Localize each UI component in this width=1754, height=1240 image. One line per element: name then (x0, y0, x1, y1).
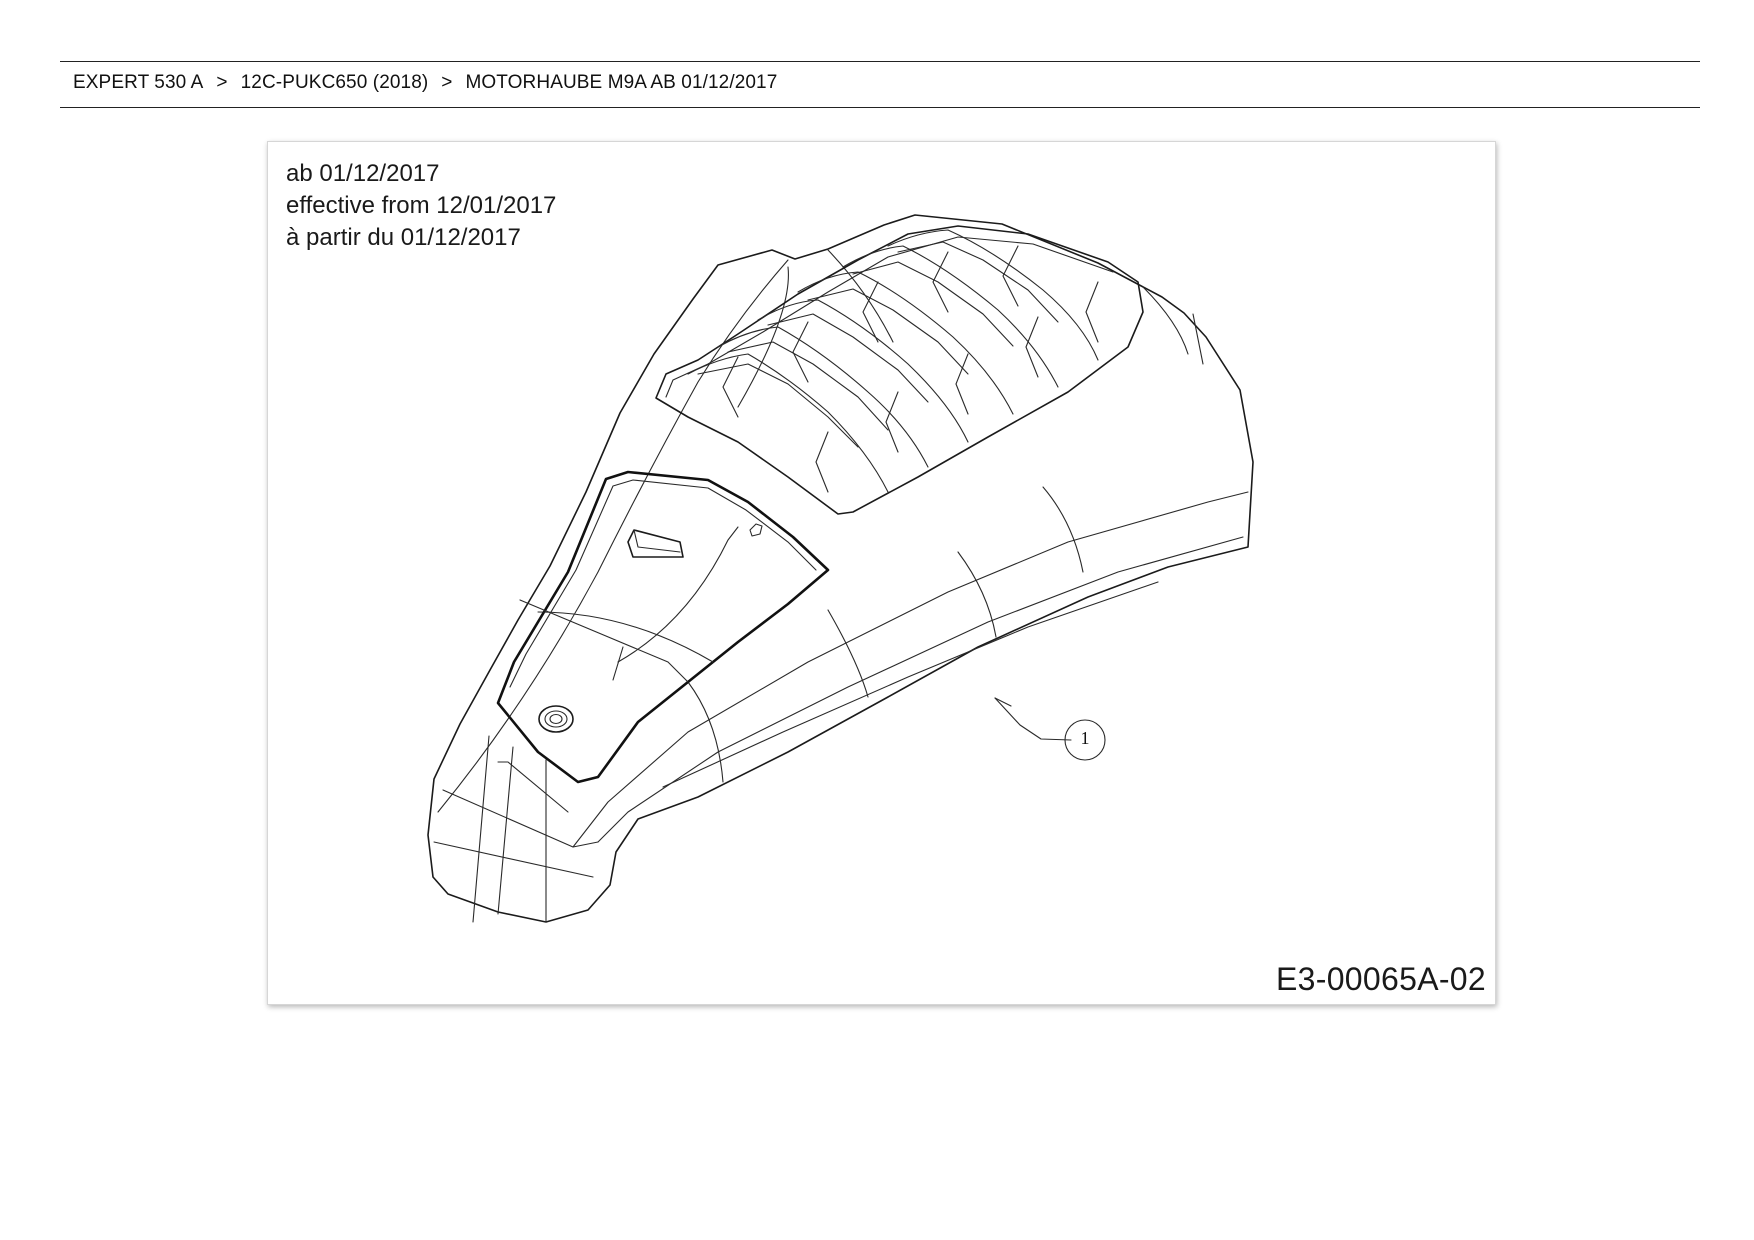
handle-recess (628, 530, 683, 557)
breadcrumb-item-model[interactable]: EXPERT 530 A (73, 72, 204, 93)
breadcrumb-separator: > (216, 72, 228, 93)
parts-diagram (267, 141, 1496, 1005)
effective-date-fr: à partir du 01/12/2017 (286, 224, 521, 251)
effective-date-en: effective from 12/01/2017 (286, 192, 557, 219)
effective-date-de: ab 01/12/2017 (286, 160, 440, 187)
hood-outline (428, 215, 1253, 922)
latch-knob (539, 706, 573, 732)
breadcrumb-separator: > (441, 72, 453, 93)
breadcrumb-item-article[interactable]: 12C-PUKC650 (2018) (240, 72, 429, 93)
engine-hood-drawing (268, 142, 1495, 1004)
callout-number[interactable]: 1 (1080, 728, 1090, 748)
access-cover (498, 472, 828, 782)
hinge-detail (750, 524, 762, 536)
header-bottom-rule (60, 107, 1700, 108)
header-top-rule (60, 61, 1700, 62)
breadcrumb (73, 72, 777, 94)
drawing-code: E3-00065A-02 (1276, 961, 1486, 997)
breadcrumb-item-assembly: MOTORHAUBE M9A AB 01/12/2017 (465, 72, 778, 93)
vent-grille (656, 226, 1143, 514)
effective-date-notes (286, 158, 556, 254)
